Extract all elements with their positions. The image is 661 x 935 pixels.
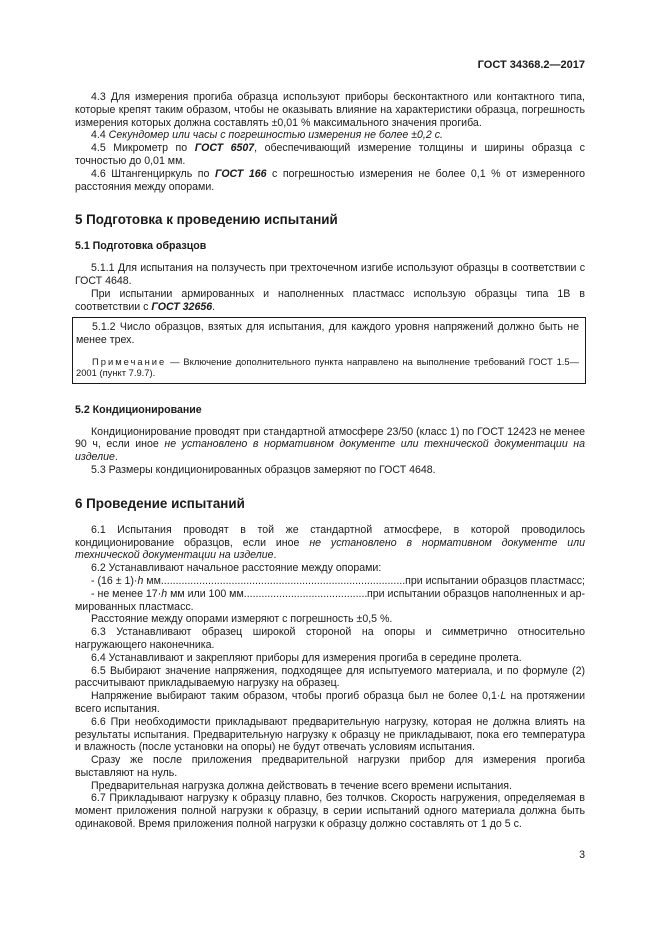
section-5-title: 5 Подготовка к проведению испытаний: [75, 212, 338, 228]
paragraph-6-6-c: Предварительная нагрузка должна действовать в течение всего времени испытания.: [91, 779, 512, 792]
list-item: - (16 ± 1)·h мм ..... при испытании образцов пластмасс;: [75, 575, 585, 588]
paragraph-6-6: 6.6 При необходимости прикладывают предварительную нагрузку, которая не должна влиять на результаты испытания. Предварительную нагрузку к образцу не прикладывают, пока его температура и влажность (после установки на опоры) не будут отвечать условиям испытания.: [75, 715, 585, 754]
paragraph-5-1-1-b: При испытании армированных и наполненных пластмасс использую образцы типа 1В в соответствии с ГОСТ 32656.: [75, 287, 585, 313]
page-number: 3: [579, 849, 585, 861]
dot-leader: [244, 588, 367, 601]
document-body: [75, 91, 585, 831]
framed-addition-box: [72, 317, 586, 383]
paragraph-6-3: 6.3 Устанавливают образец широкой стороной на опоры и симметрично относительно нагружающего наконечника.: [75, 626, 585, 651]
note-label: Примечание: [92, 355, 167, 367]
paragraph-4-3: 4.3 Для измерения прогиба образца используют приборы бесконтактного или контактного типа, которые крепят таким образом, чтобы не оказывать влияние на характеристики образца, погрешность измерения которых должна составлять ±0,01 % максимального значения прогиба.: [75, 91, 585, 129]
paragraph-5-1-1: 5.1.1 Для испытания на ползучесть при трехточечном изгибе используют образцы в соответствии с ГОСТ 4648.: [75, 262, 585, 287]
paragraph-4-6: 4.6 Штангенциркуль по ГОСТ 166 с погрешностью измерения не более 0,1 % от измеренного расстояния между опорами.: [75, 167, 586, 193]
paragraph-6-7: 6.7 Прикладывают нагрузку к образцу плавно, без толчков. Скорость нагружения, определяемая в момент приложения полной нагрузки к образцу, в серии испытаний одного материала должна быть одинаковой. Время приложения полной нагрузки к образцу должно составлять от 1 до 5 с.: [75, 792, 585, 831]
dot-leader: [161, 575, 405, 588]
paragraph-6-6-b: Сразу же после приложения предварительной нагрузки прибор для измерения прогиба выставляют на нуль.: [75, 754, 585, 779]
list-item: - не менее 17·h мм или 100 мм ..... при испытании образцов наполненных и ар-: [75, 588, 585, 601]
standard-link: ГОСТ 166: [214, 167, 267, 180]
paragraph-4-4: 4.4 Секундомер или часы с погрешностью измерения не более ±0,2 с.: [91, 129, 443, 142]
paragraph-5-2: Кондиционирование проводят при стандартной атмосфере 23/50 (класс 1) по ГОСТ 12423 не менее 90 ч, если иное не установлено в нормативном документе или технической документации на изделие.: [75, 425, 586, 464]
standard-link: ГОСТ 6507: [194, 142, 255, 155]
subsection-5-1-title: 5.1 Подготовка образцов: [75, 240, 207, 253]
paragraph-6-4: 6.4 Устанавливают и закрепляют приборы для измерения прогиба в середине пролета.: [91, 651, 522, 664]
paragraph-5-3: 5.3 Размеры кондиционированных образцов замеряют по ГОСТ 4648.: [91, 463, 436, 476]
section-6-title: 6 Проведение испытаний: [75, 495, 245, 511]
list-item-continuation: мированных пластмасс.: [75, 600, 194, 613]
paragraph-6-1: 6.1 Испытания проводят в той же стандартной атмосфере, в которой проводилось кондиционирование образцов, если иное не установлено в нормативном документе или технической документации на изделие.: [75, 523, 585, 562]
paragraph-4-5: 4.5 Микрометр по ГОСТ 6507, обеспечивающий измерение толщины и ширины образца с точностью до 0,01 мм.: [75, 142, 585, 167]
paragraph-6-5-b: Напряжение выбирают таким образом, чтобы прогиб образца был не более 0,1·L на протяжении всего испытания.: [75, 690, 586, 715]
standard-link: ГОСТ 32656: [151, 300, 213, 313]
note-paragraph: Примечание — Включение дополнительного пункта направлено на выполнение требований ГОСТ 1.5—2001 (пункт 7.9.7).: [76, 355, 579, 379]
paragraph-6-5: 6.5 Выбирают значение напряжения, подходящее для испытуемого материала, и по формуле (2) рассчитывают прикладываемую нагрузку на образец.: [75, 664, 585, 690]
paragraph-6-2-b: Расстояние между опорами измеряют с погрешность ±0,5 %.: [91, 613, 393, 626]
subsection-5-2-title: 5.2 Кондиционирование: [75, 403, 202, 416]
paragraph-5-1-2: 5.1.2 Число образцов, взятых для испытания, для каждого уровня напряжений должно быть не менее трех.: [76, 321, 579, 347]
document-header-code: ГОСТ 34368.2—2017: [477, 59, 585, 71]
paragraph-6-2: 6.2 Устанавливают начальное расстояние между опорами:: [91, 562, 382, 575]
